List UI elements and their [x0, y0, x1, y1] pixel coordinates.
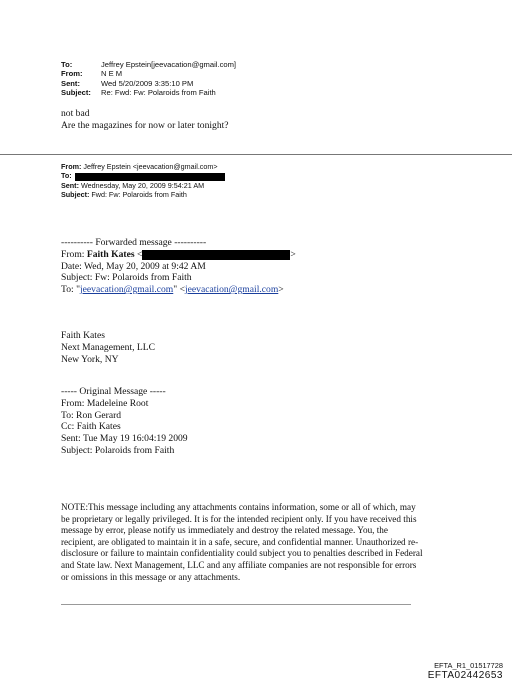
to-prefix: To:: [61, 284, 77, 296]
notice-line: disclosure or failure to maintain confidentiality could subject you to penalties described in Federal: [61, 548, 423, 559]
from-open: <: [134, 248, 143, 260]
original-message: [61, 386, 188, 457]
sent-value: Wed 5/20/2009 3:35:10 PM: [101, 78, 194, 88]
body-line: not bad: [61, 108, 90, 119]
sent-label: Sent:: [61, 180, 79, 190]
notice-line: NOTE:This message including any attachments contains information, some or all of which, may: [61, 502, 416, 512]
divider: [0, 154, 512, 155]
sender-name: Faith Kates: [86, 248, 135, 260]
original-to: To: Ron Gerard: [61, 409, 122, 421]
forward-from: [61, 249, 296, 261]
email1-header: [61, 60, 236, 98]
forward-subject: Subject: Fw: Polaroids from Faith: [61, 272, 192, 284]
email1-body: [61, 108, 229, 132]
subject-value: Fwd: Fw: Polaroids from Faith: [91, 190, 187, 200]
subject-label: Subject:: [61, 190, 90, 200]
to-label: To:: [61, 60, 73, 69]
notice-line: recipient, are obligated to maintain it in a safe, secure, and confidential manner. Unauthorized re-: [61, 536, 419, 547]
email2-header: [61, 162, 225, 200]
signature-line: Next Management, LLC: [61, 341, 156, 353]
notice-line: or omissions in this message or any attachments.: [61, 571, 241, 582]
redaction-block: [75, 173, 225, 181]
email-link[interactable]: jeevacation@gmail.com: [79, 284, 174, 296]
from-close: >: [290, 248, 296, 260]
forward-date: Date: Wed, May 20, 2009 at 9:42 AM: [61, 260, 206, 272]
forward-to: [61, 284, 296, 296]
from-value: Jeffrey Epstein <jeevacation@gmail.com>: [83, 162, 218, 171]
original-subject: Subject: Polaroids from Faith: [61, 444, 175, 456]
confidentiality-notice: [61, 502, 423, 583]
signature-line: New York, NY: [61, 353, 119, 365]
subject-label: Subject:: [61, 88, 91, 98]
original-sent: Sent: Tue May 19 16:04:19 2009: [61, 433, 188, 445]
from-value: N E M: [101, 69, 123, 79]
sent-value: Wednesday, May 20, 2009 9:54:21 AM: [80, 180, 205, 190]
signature: [61, 330, 155, 365]
forward-divider: ---------- Forwarded message ----------: [61, 237, 207, 248]
from-label: From:: [61, 162, 82, 171]
to-value: Jeffrey Epstein[jeevacation@gmail.com]: [101, 60, 237, 69]
quote-open: ": [76, 284, 80, 296]
notice-line: message by error, please notify us immediately and destroy the related message. You, the: [61, 525, 388, 536]
document-footer: [428, 661, 503, 682]
to-end: >: [278, 284, 284, 296]
email-link[interactable]: jeevacation@gmail.com: [185, 284, 279, 296]
forwarded-block: [61, 237, 296, 296]
sent-label: Sent:: [61, 78, 80, 88]
original-cc: Cc: Faith Kates: [61, 421, 121, 433]
quote-mid: " <: [173, 284, 185, 296]
notice-line: and State law. Next Management, LLC and any affiliate companies are not responsible for errors: [61, 559, 417, 570]
redaction-block: [142, 250, 290, 260]
signature-line: Faith Kates: [61, 330, 105, 341]
footer-id: EFTA02442653: [427, 670, 503, 681]
original-divider: ----- Original Message -----: [61, 386, 166, 397]
from-prefix: From:: [61, 248, 87, 260]
notice-line: be proprietary or legally privileged. It is for the intended recipient only. If you have received this: [61, 513, 417, 524]
original-from: From: Madeleine Root: [61, 397, 149, 409]
body-line: Are the magazines for now or later tonight?: [61, 119, 229, 131]
from-label: From:: [61, 69, 83, 79]
subject-value: Re: Fwd: Fw: Polaroids from Faith: [101, 88, 216, 98]
divider: [61, 604, 411, 605]
footer-id: EFTA_R1_01517728: [434, 661, 503, 670]
to-label: To:: [61, 171, 72, 181]
